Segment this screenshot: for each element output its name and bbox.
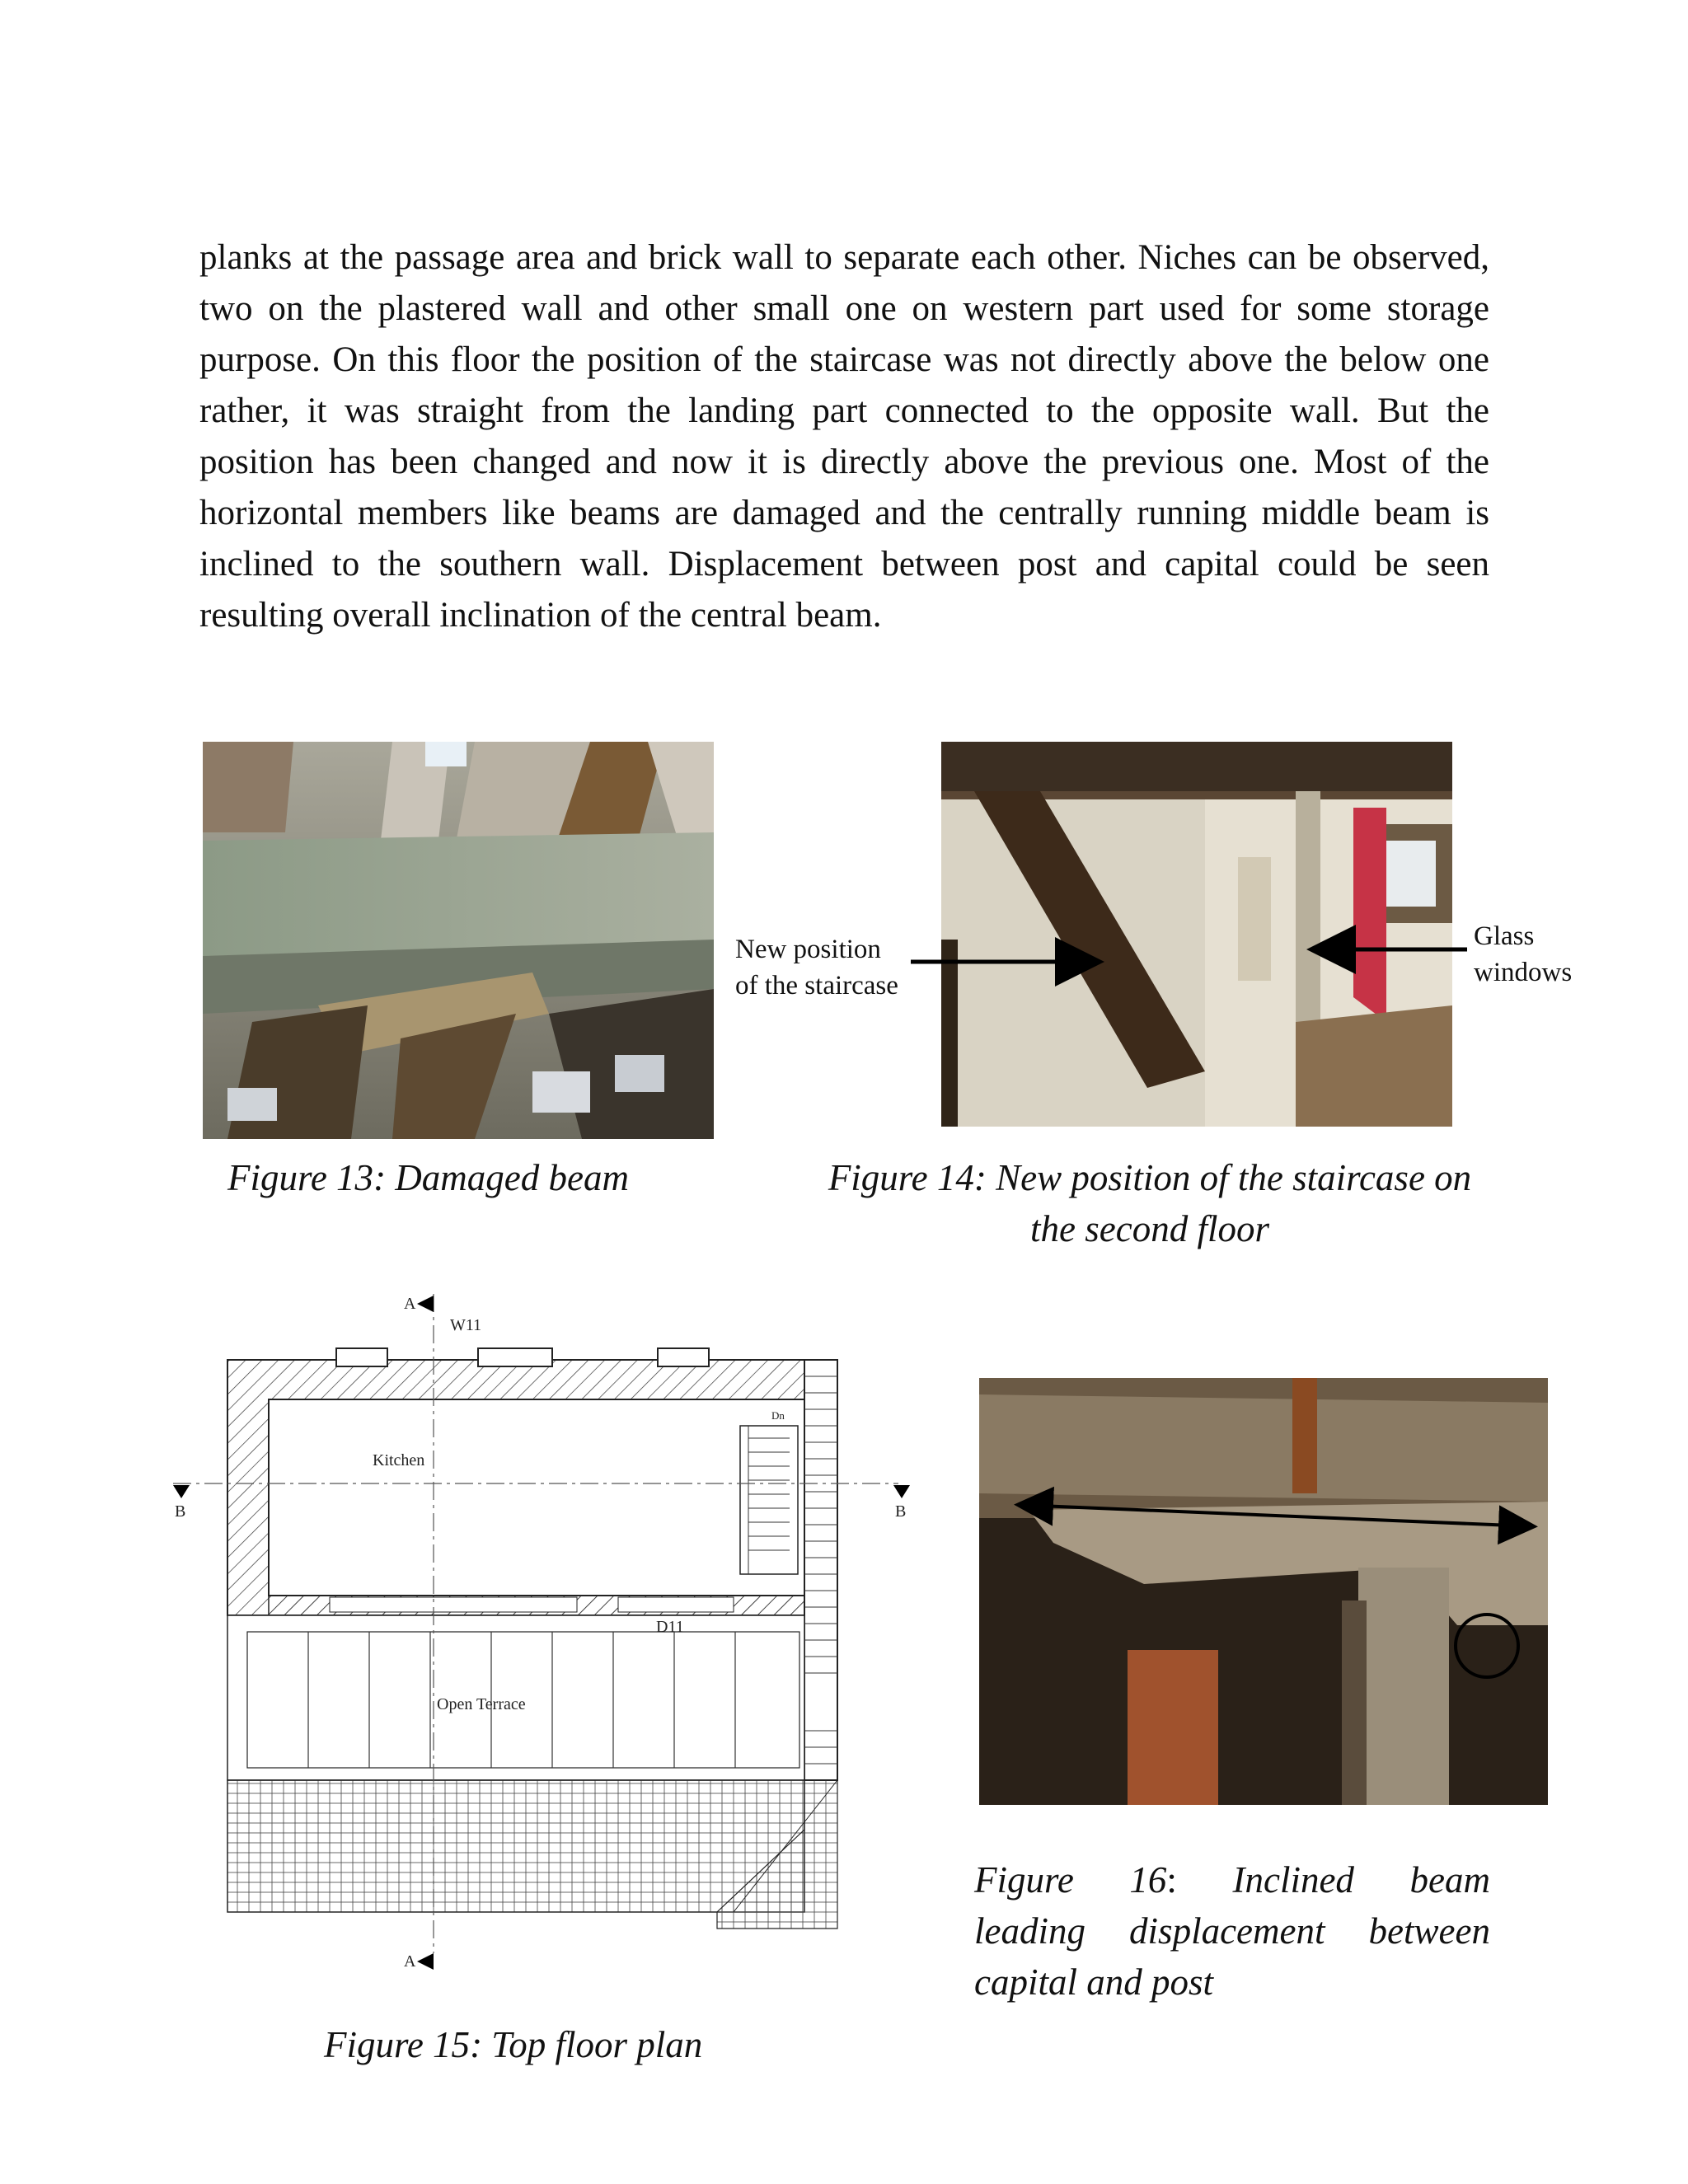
figure-14-photo: [941, 742, 1452, 1127]
figure-13-caption: [227, 1152, 629, 1203]
figure-16-number: 16: [1129, 1859, 1167, 1900]
annotation-glass-windows-line2: windows: [1474, 958, 1573, 987]
annotation-glass-windows-line1: Glass: [1474, 921, 1535, 951]
body-paragraph: planks at the passage area and brick wall to separate each other. Niches can be observed, two on the plastered wall and other small one on western part used for some storage purpose. On this floor the position of the staircase was not directly above the below one rather, it was straight from the landing part connected to the opposite wall. But the position has been changed and now it is directly above the previous one. Most of the horizontal members like beams are damaged and the centrally running middle beam is inclined to the southern wall. Displacement between post and capital could be seen resulting overall inclination of the central beam.: [199, 238, 1489, 635]
plan-label-b-left: B: [175, 1502, 186, 1521]
figure-13-label: Figure 13: [227, 1157, 374, 1198]
plan-label-terrace: Open Terrace: [437, 1695, 526, 1713]
figure-15-caption-text: : Top floor plan: [470, 2024, 703, 2065]
figure-16-word-figure: Figure: [974, 1859, 1074, 1900]
annotation-new-position: [735, 931, 898, 1004]
plan-label-door: D11: [656, 1618, 684, 1636]
annotation-new-position-line1: New position: [735, 935, 881, 964]
figure-13-photo: [203, 742, 714, 1139]
figure-16-caption: [974, 1854, 1490, 2008]
figure-13-caption-text: : Damaged beam: [373, 1157, 629, 1198]
figure-15-caption: [324, 2019, 702, 2070]
figure-14-caption: [791, 1152, 1508, 1254]
annotation-new-position-line2: of the staircase: [735, 971, 898, 1001]
plan-label-b-right: B: [895, 1502, 907, 1521]
plan-label-a-bottom: A: [404, 1952, 416, 1971]
figure-16-word-inclined: Inclined: [1232, 1859, 1354, 1900]
plan-label-down: Dn: [771, 1409, 785, 1422]
figure-16-photo: [979, 1378, 1548, 1805]
figure-16-caption-line2: leading displacement between: [974, 1910, 1490, 1952]
figure-16-word-number: [1129, 1854, 1177, 1905]
beam-arrow: [1020, 1505, 1531, 1526]
plan-label-kitchen: Kitchen: [373, 1451, 425, 1469]
plan-label-window: W11: [450, 1316, 482, 1334]
annotation-glass-windows: [1474, 918, 1572, 991]
figure-15-label: Figure 15: [324, 2024, 471, 2065]
figure-16-caption-line1: [974, 1854, 1490, 1905]
figure-14-caption-line2: the second floor: [1030, 1208, 1269, 1249]
figure-16-word-beam: beam: [1409, 1859, 1490, 1900]
figure-16-colon: :: [1166, 1859, 1177, 1900]
plan-label-a-top: A: [404, 1295, 416, 1313]
figure-15-floor-plan: [157, 1269, 915, 1994]
figure-14-caption-line1: Figure 14: New position of the staircase on: [828, 1157, 1472, 1198]
figure-16-caption-line3: capital and post: [974, 1961, 1213, 2003]
